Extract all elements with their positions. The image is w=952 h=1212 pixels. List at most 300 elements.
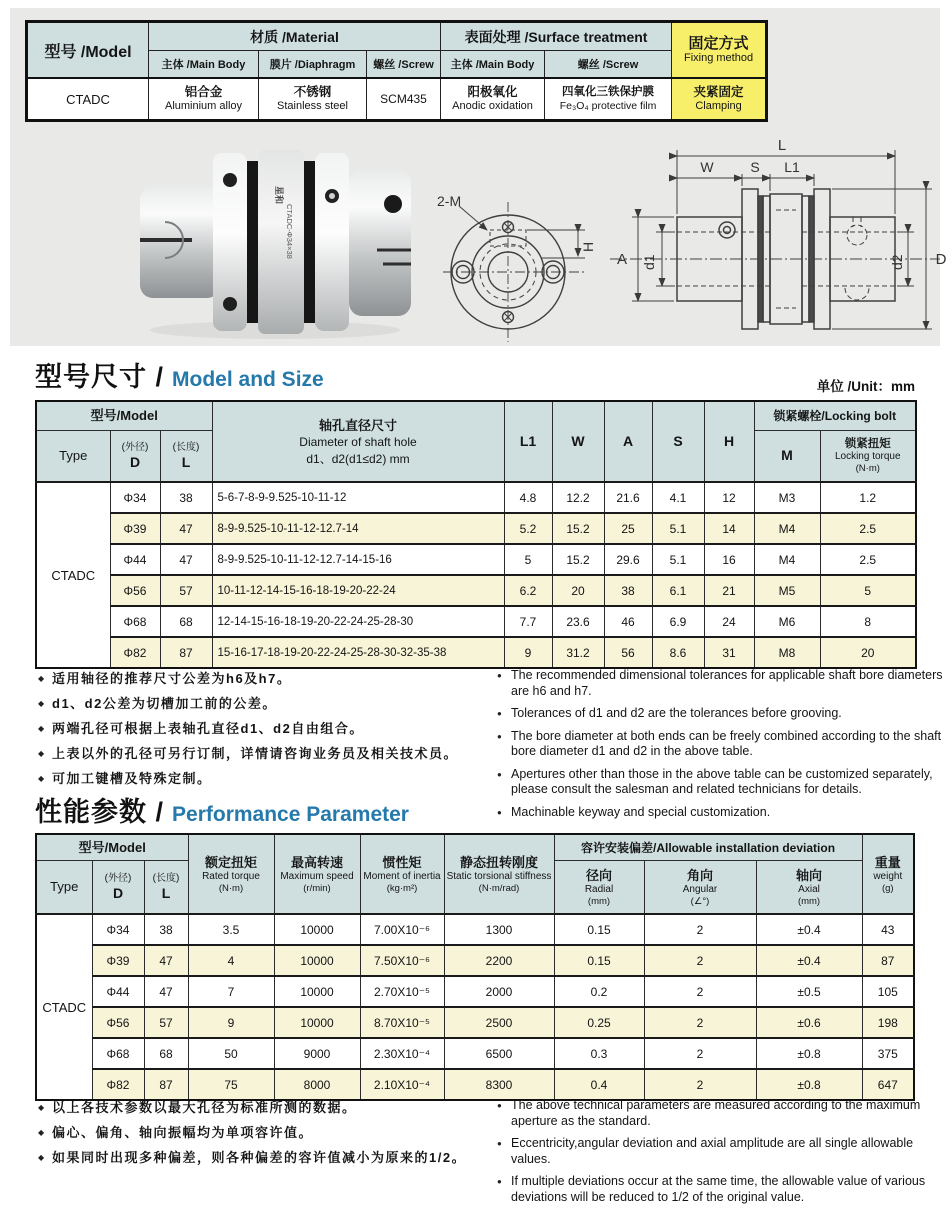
radial-en: Radial: [584, 883, 614, 895]
note-item: [497, 729, 947, 760]
col-l1: [504, 401, 552, 482]
note-text: Machinable keyway and special customization.: [511, 804, 771, 819]
bullet-icon: ●: [497, 671, 502, 680]
side-view-drawing: [592, 120, 952, 355]
surf-screw-en: Fe₃O₄ protective film: [559, 100, 657, 112]
cell: ±0.4: [756, 914, 862, 945]
bullet-icon: ◆: [38, 674, 46, 683]
cell: M4: [754, 513, 820, 544]
fixing-en: Fixing method: [684, 52, 754, 64]
cell: 2.5: [820, 513, 916, 544]
axial-cn: 轴向: [796, 867, 823, 883]
size-notes-en: [497, 668, 947, 827]
note-text: 上表以外的孔径可另行订制，详情请咨询业务员及相关技术员。: [52, 746, 459, 761]
cell: 8300: [444, 1069, 554, 1100]
hidden-arc: [845, 288, 869, 300]
torque-header-cell: [820, 431, 916, 483]
cell: 15.2: [552, 544, 604, 575]
shaft-range: d1、d2(d1≤d2) mm: [306, 451, 410, 466]
surf-main-cn: 阳极氧化: [467, 85, 518, 99]
size-title-cn: 型号尺寸 /: [35, 362, 165, 392]
col-s: [652, 401, 704, 482]
bullet-icon: ◆: [38, 774, 46, 783]
model-group-cell: [36, 834, 188, 861]
rated-unit: (N·m): [218, 882, 244, 894]
cell: Φ82: [92, 1069, 144, 1100]
l-paren: (长度): [152, 873, 180, 884]
deviation-group-cell: [554, 834, 862, 861]
type-header: Type: [59, 448, 88, 463]
note-item: [38, 666, 488, 691]
cell: 47: [160, 544, 212, 575]
cell: 6.9: [652, 606, 704, 637]
front-view-drawing: [435, 184, 595, 354]
weight-en: weight: [873, 870, 903, 882]
surface-group-cell: [441, 22, 672, 51]
angular-en: Angular: [682, 883, 718, 895]
cell: M4: [754, 544, 820, 575]
cell: 6.1: [652, 575, 704, 606]
cell: 105: [862, 976, 914, 1007]
cell: [259, 51, 367, 79]
rated-header-cell: [188, 834, 274, 914]
type-header-cell: [36, 431, 110, 483]
table-row: [36, 834, 914, 861]
bullet-icon: ●: [497, 731, 502, 741]
cell: 7.7: [504, 606, 552, 637]
label-h: H: [580, 241, 596, 252]
table-row: [36, 637, 916, 668]
dia-en: Stainless steel: [277, 100, 348, 112]
table-row: [36, 513, 916, 544]
inertia-unit: (kg·m²): [386, 882, 418, 894]
cell: 56: [604, 637, 652, 668]
cell: 57: [160, 575, 212, 606]
cell: 12: [704, 482, 754, 513]
cell: Φ39: [92, 945, 144, 976]
bullet-icon: ◆: [38, 1153, 46, 1162]
cell: M6: [754, 606, 820, 637]
note-text: The bore diameter at both ends can be freely combined according to the shaft bore diameter d1 and d2 in the above table.: [511, 728, 942, 758]
cell: [149, 51, 259, 79]
note-item: [497, 1174, 947, 1205]
cell: M8: [754, 637, 820, 668]
perf-section-title: [35, 790, 409, 829]
cell: 375: [862, 1038, 914, 1069]
note-item: [38, 1095, 488, 1120]
cell: 0.4: [554, 1069, 644, 1100]
torque-unit: (N·m): [855, 463, 880, 474]
axial-header-cell: [756, 861, 862, 915]
label-S: S: [750, 159, 760, 175]
fixing-value-cell: [672, 78, 767, 121]
cell: 2: [644, 945, 756, 976]
l-letter: L: [161, 885, 171, 901]
locking-group-cell: [754, 401, 916, 431]
cell: 2.10X10⁻⁴: [360, 1069, 444, 1100]
cell: 21: [704, 575, 754, 606]
size-notes-cn: [38, 666, 488, 791]
label-L: L: [777, 137, 787, 154]
cell: [441, 78, 545, 121]
model-group: 型号/Model: [78, 839, 146, 855]
right-flange: [315, 153, 349, 331]
type-value-cell: CTADC: [36, 914, 92, 1100]
label-2m: 2-M: [437, 193, 462, 209]
performance-table: [35, 833, 915, 1101]
fix-cn: 夹紧固定: [693, 85, 744, 99]
cell: 2: [644, 1038, 756, 1069]
cell: ±0.8: [756, 1069, 862, 1100]
rated-en: Rated torque: [202, 870, 260, 882]
cell: Φ44: [110, 544, 160, 575]
cell: 68: [144, 1038, 188, 1069]
cell: 10000: [274, 1007, 360, 1038]
bullet-icon: ●: [497, 807, 502, 817]
cell: 38: [604, 575, 652, 606]
cell: 8: [820, 606, 916, 637]
material-group-cell: [149, 22, 441, 51]
model-group: 型号/Model: [90, 408, 158, 423]
cell: 87: [862, 945, 914, 976]
s-label: S: [673, 432, 683, 449]
note-item: [38, 1145, 488, 1170]
cell: 2200: [444, 945, 554, 976]
note-text: 偏心、偏角、轴向振幅均为单项容许值。: [52, 1125, 314, 1140]
speed-header-cell: [274, 834, 360, 914]
cell: 6500: [444, 1038, 554, 1069]
cell: 647: [862, 1069, 914, 1100]
cell: 38: [144, 914, 188, 945]
label-L1: L1: [784, 159, 800, 175]
type-header: Type: [50, 879, 79, 894]
note-item: [38, 691, 488, 716]
shaft-cn: 轴孔直径尺寸: [318, 417, 397, 433]
d-header-cell: [110, 431, 160, 483]
cell: 5.1: [652, 544, 704, 575]
inertia-header-cell: [360, 834, 444, 914]
bullet-icon: ◆: [38, 1103, 46, 1112]
cell: 2.5: [820, 544, 916, 575]
table-row: [36, 401, 916, 431]
a-label: A: [622, 432, 634, 449]
cell: 25: [604, 513, 652, 544]
bullet-icon: ●: [497, 709, 502, 718]
cell: 1.2: [820, 482, 916, 513]
rated-cn: 额定扭矩: [204, 854, 257, 870]
l-paren: (长度): [172, 442, 200, 453]
cell: 7.00X10⁻⁶: [360, 914, 444, 945]
deviation-group: 容许安装偏差/Allowable installation deviation: [581, 840, 836, 855]
d-letter: D: [129, 454, 141, 470]
cell: 12-14-15-16-18-19-20-22-24-25-28-30: [212, 606, 504, 637]
table-row: [36, 606, 916, 637]
note-item: [497, 805, 947, 821]
center-spacer: [258, 150, 304, 334]
cell: Φ34: [110, 482, 160, 513]
unit-label: 单位 /Unit：mm: [816, 379, 915, 394]
cell: [367, 51, 441, 79]
angular-cn: 角向: [686, 867, 713, 883]
torque-cn: 锁紧扭矩: [844, 438, 891, 450]
dia-cn: 不锈钢: [293, 85, 332, 99]
type-header-cell: [36, 861, 92, 915]
cell: 46: [604, 606, 652, 637]
cell: 50: [188, 1038, 274, 1069]
cell: Φ56: [92, 1007, 144, 1038]
cell: M3: [754, 482, 820, 513]
table-row: [36, 575, 916, 606]
cell: 31: [704, 637, 754, 668]
cell: 8.6: [652, 637, 704, 668]
cell: 75: [188, 1069, 274, 1100]
cell: 2: [644, 1007, 756, 1038]
type-value-cell: CTADC: [36, 482, 110, 668]
cell: 8-9-9.525-10-11-12-12.7-14-15-16: [212, 544, 504, 575]
cell: 10-11-12-14-15-16-18-19-20-22-24: [212, 575, 504, 606]
speed-cn: 最高转速: [290, 854, 343, 870]
shaft-header-cell: [212, 401, 504, 482]
d-paren: (外径): [104, 873, 132, 884]
cell: 16: [704, 544, 754, 575]
cell: 38: [160, 482, 212, 513]
bullet-icon: ●: [497, 1177, 502, 1186]
sub-surface-screw: 螺丝 /Screw: [577, 59, 639, 71]
cell: ±0.5: [756, 976, 862, 1007]
sub-surface-main: 主体 /Main Body: [450, 59, 535, 71]
cell: 198: [862, 1007, 914, 1038]
torque-en: Locking torque: [834, 451, 901, 462]
table-row: [36, 914, 914, 945]
l-header-cell: [144, 861, 188, 915]
bullet-icon: ◆: [38, 1128, 46, 1137]
surf-screw-cn: 四氧化三铁保护膜: [562, 86, 655, 98]
cell: [545, 78, 672, 121]
cell: 9000: [274, 1038, 360, 1069]
l-header-cell: [160, 431, 212, 483]
cell: 29.6: [604, 544, 652, 575]
note-text: Eccentricity,angular deviation and axial amplitude are all single allowable values.: [511, 1136, 914, 1166]
cell: 5-6-7-8-9-9.525-10-11-12: [212, 482, 504, 513]
screw-value: SCM435: [380, 91, 427, 106]
stiff-unit: (N·m/rad): [478, 882, 520, 894]
brand-mark: 星和: [274, 186, 284, 205]
size-title-en: Model and Size: [172, 368, 324, 391]
cell: 4: [188, 945, 274, 976]
label-d2: d2: [889, 254, 905, 270]
cell: 2: [644, 914, 756, 945]
cell: Φ34: [92, 914, 144, 945]
cell: 87: [160, 637, 212, 668]
main-cn: 铝合金: [184, 85, 223, 99]
table-row: [36, 544, 916, 575]
cell: 57: [144, 1007, 188, 1038]
sub-screw: 螺丝 /Screw: [373, 59, 434, 71]
cell: 12.2: [552, 482, 604, 513]
weight-cn: 重量: [874, 854, 901, 870]
cell: 31.2: [552, 637, 604, 668]
weight-header-cell: [862, 834, 914, 914]
note-text: 如果同时出现多种偏差，则各种偏差的容许值减小为原来的1/2。: [52, 1150, 467, 1165]
cell: 23.6: [552, 606, 604, 637]
cell: 5.1: [652, 513, 704, 544]
cell: 2: [644, 976, 756, 1007]
cell: 15-16-17-18-19-20-22-24-25-28-30-32-35-38: [212, 637, 504, 668]
size-table: [35, 400, 917, 669]
table-row: [27, 22, 767, 51]
col-w: [552, 401, 604, 482]
model-value: CTADC: [66, 91, 110, 107]
surf-main-en: Anodic oxidation: [452, 100, 533, 112]
d-letter: D: [112, 885, 124, 901]
bullet-icon: ◆: [38, 724, 46, 733]
fix-en: Clamping: [695, 100, 742, 112]
radial-cn: 径向: [585, 867, 612, 883]
note-text: If multiple deviations occur at the same time, the allowable value of various deviations will be reduced to 1/2 of the original value.: [511, 1174, 926, 1204]
cell: Φ56: [110, 575, 160, 606]
sub-main-body: 主体 /Main Body: [161, 59, 246, 71]
cell: 3.5: [188, 914, 274, 945]
l-letter: L: [181, 454, 191, 470]
cell: 43: [862, 914, 914, 945]
col-h: [704, 401, 754, 482]
axial-unit: (mm): [797, 895, 821, 907]
note-item: [497, 1098, 947, 1129]
note-text: Tolerances of d1 and d2 are the tolerances before grooving.: [511, 706, 842, 720]
bullet-icon: ●: [497, 1139, 502, 1148]
weight-unit: (g): [881, 882, 894, 894]
cell: Φ68: [110, 606, 160, 637]
cell: 9: [188, 1007, 274, 1038]
axial-en: Axial: [798, 883, 820, 895]
cell: 0.2: [554, 976, 644, 1007]
cell: 2.70X10⁻⁵: [360, 976, 444, 1007]
cell: 2.30X10⁻⁴: [360, 1038, 444, 1069]
bullet-icon: ●: [497, 1101, 502, 1110]
cell: 47: [144, 976, 188, 1007]
sub-diaphragm: 膜片 /Diaphragm: [269, 59, 356, 71]
cell: 47: [144, 945, 188, 976]
radial-header-cell: [554, 861, 644, 915]
cell: ±0.4: [756, 945, 862, 976]
hidden-screw-hole: [847, 225, 867, 245]
right-clamp-hub: [349, 170, 411, 316]
note-text: 可加工键槽及特殊定制。: [52, 771, 212, 786]
cell: 47: [160, 513, 212, 544]
perf-title-cn: 性能参数 /: [35, 797, 165, 827]
material-group: 材质 /Material: [250, 28, 339, 45]
flange-screw-hole: [223, 173, 237, 187]
table-row: [36, 945, 914, 976]
cell: 10000: [274, 976, 360, 1007]
stiffness-header-cell: [444, 834, 554, 914]
cell: 7.50X10⁻⁶: [360, 945, 444, 976]
table-row: [36, 976, 914, 1007]
fixing-header-cell: [672, 22, 767, 79]
cell: 8.70X10⁻⁵: [360, 1007, 444, 1038]
model-group-cell: [36, 401, 212, 431]
stiff-cn: 静态扭转刚度: [459, 854, 538, 870]
cell: M5: [754, 575, 820, 606]
h-label: H: [723, 432, 735, 449]
label-W: W: [700, 159, 714, 175]
cell: 15.2: [552, 513, 604, 544]
cell: 10000: [274, 914, 360, 945]
cell: 2500: [444, 1007, 554, 1038]
cell: 10000: [274, 945, 360, 976]
note-item: [497, 767, 947, 798]
cell: 8-9-9.525-10-11-12-12.7-14: [212, 513, 504, 544]
bullet-icon: ●: [497, 769, 502, 779]
cell: Φ68: [92, 1038, 144, 1069]
cell: 6.2: [504, 575, 552, 606]
col-a: [604, 401, 652, 482]
cell: 14: [704, 513, 754, 544]
size-section-title: [35, 355, 324, 394]
perf-notes-cn: [38, 1095, 488, 1170]
product-text: CTADC-Φ34×38: [285, 204, 294, 259]
hero-section: [10, 8, 947, 346]
note-item: [497, 1136, 947, 1167]
m-header-cell: [754, 431, 820, 483]
l1-label: L1: [519, 432, 537, 449]
main-en: Aluminium alloy: [164, 100, 243, 112]
perf-title-en: Performance Parameter: [172, 803, 409, 826]
cell: 4.1: [652, 482, 704, 513]
cell: 0.15: [554, 945, 644, 976]
cell: 9: [504, 637, 552, 668]
cell: Φ44: [92, 976, 144, 1007]
model-header-cell: [27, 22, 149, 79]
note-item: [38, 741, 488, 766]
flange-screw-head: [329, 193, 335, 199]
angular-header-cell: [644, 861, 756, 915]
cell: 4.8: [504, 482, 552, 513]
speed-en: Maximum speed: [280, 870, 354, 882]
table-row: [36, 1007, 914, 1038]
m-header: M: [781, 447, 793, 463]
d-header-cell: [92, 861, 144, 915]
inertia-cn: 惯性矩: [382, 854, 422, 870]
label-A: A: [616, 251, 628, 268]
note-item: [497, 706, 947, 722]
fixing-cn: 固定方式: [688, 35, 749, 52]
cell: 21.6: [604, 482, 652, 513]
cell: 5: [820, 575, 916, 606]
material-table: [25, 20, 768, 122]
note-item: [38, 716, 488, 741]
table-row: [36, 482, 916, 513]
note-text: The recommended dimensional tolerances for applicable shaft bore diameters are h6 and h7.: [511, 668, 943, 698]
surface-group: 表面处理 /Surface treatment: [464, 28, 648, 45]
cell: [441, 51, 545, 79]
diaphragm-gap: [304, 161, 315, 323]
cell: 0.25: [554, 1007, 644, 1038]
cell: ±0.8: [756, 1038, 862, 1069]
cell: Φ39: [110, 513, 160, 544]
locking-group: 锁紧螺栓/Locking bolt: [773, 409, 897, 423]
note-text: 适用轴径的推荐尺寸公差为h6及h7。: [52, 671, 292, 686]
cell: 5.2: [504, 513, 552, 544]
model-header: 型号 /Model: [44, 43, 132, 61]
cell: Φ82: [110, 637, 160, 668]
cell: 5: [504, 544, 552, 575]
coupling-photo: [125, 108, 425, 348]
w-label: W: [571, 432, 585, 449]
angular-unit: (∠°): [690, 895, 710, 907]
cell: 7: [188, 976, 274, 1007]
diaphragm-gap: [247, 161, 258, 323]
